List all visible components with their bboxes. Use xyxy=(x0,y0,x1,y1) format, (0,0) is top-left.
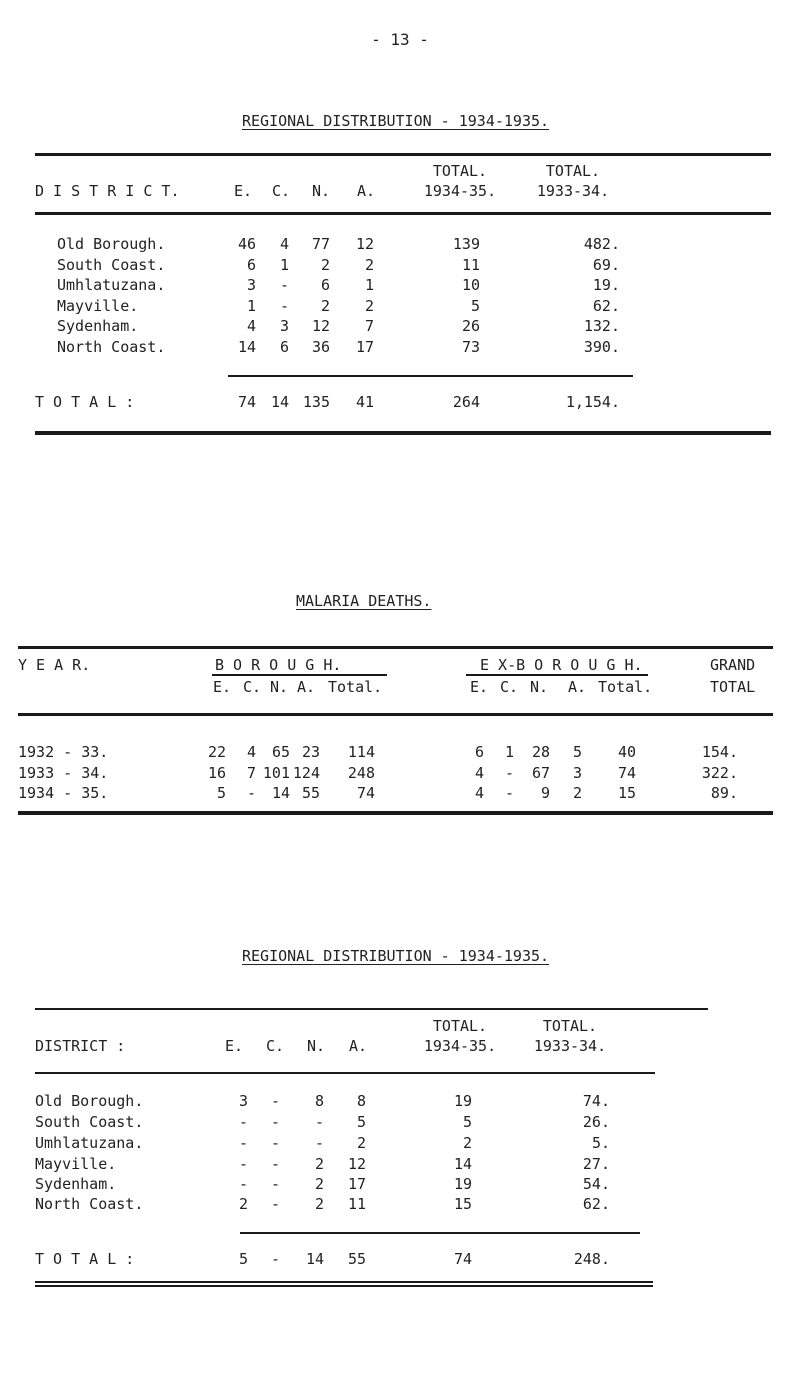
grand-total: 322. xyxy=(701,764,738,782)
total-n: 135 xyxy=(302,393,330,411)
district-name: South Coast. xyxy=(57,256,166,274)
borough-a: 55 xyxy=(301,784,320,802)
total-1934: 264 xyxy=(452,393,480,411)
year-cell: 1934 - 35. xyxy=(18,784,109,802)
cell-total-1933: 132. xyxy=(583,317,620,335)
cell-e: - xyxy=(238,1113,248,1131)
borough-header-total: Total. xyxy=(328,678,383,696)
cell-a: 17 xyxy=(355,338,374,356)
ex-borough-underline xyxy=(466,674,648,676)
ex-borough-n: 9 xyxy=(540,784,550,802)
district-name: South Coast. xyxy=(35,1113,144,1131)
ex-borough-e: 6 xyxy=(474,743,484,761)
grand-total: 89. xyxy=(710,784,738,802)
district-name: Old Borough. xyxy=(35,1092,144,1110)
table2-header-ex-borough: E X-B O R O U G H. xyxy=(480,656,643,674)
table3-header-total-1934-top: TOTAL. xyxy=(432,1017,488,1035)
cell-e: 3 xyxy=(238,1092,248,1110)
cell-c: 1 xyxy=(279,256,289,274)
borough-a: 124 xyxy=(292,764,320,782)
borough-underline xyxy=(212,674,387,676)
table2-header-rule xyxy=(18,713,773,716)
borough-c: 4 xyxy=(246,743,256,761)
cell-total-1933: 69. xyxy=(592,256,620,274)
total-c: 14 xyxy=(270,393,289,411)
cell-a: 12 xyxy=(347,1155,366,1173)
cell-a: 7 xyxy=(364,317,374,335)
borough-e: 5 xyxy=(216,784,226,802)
cell-n: 2 xyxy=(314,1155,324,1173)
cell-a: 17 xyxy=(347,1175,366,1193)
ex-borough-header-e: E. xyxy=(470,678,489,696)
cell-n: 2 xyxy=(314,1175,324,1193)
ex-borough-header-n: N. xyxy=(530,678,549,696)
table2-title: MALARIA DEATHS. xyxy=(296,592,432,610)
table3-header-district: DISTRICT : xyxy=(35,1037,126,1055)
cell-e: 6 xyxy=(246,256,256,274)
page-number: - 13 - xyxy=(371,30,429,49)
cell-n: - xyxy=(314,1113,324,1131)
district-name: Mayville. xyxy=(35,1155,117,1173)
borough-n: 101 xyxy=(262,764,290,782)
ex-borough-total: 74 xyxy=(617,764,636,782)
borough-n: 14 xyxy=(271,784,290,802)
cell-n: 12 xyxy=(311,317,330,335)
table2-header-borough: B O R O U G H. xyxy=(215,656,342,674)
cell-n: 36 xyxy=(311,338,330,356)
district-name: Sydenham. xyxy=(35,1175,117,1193)
borough-e: 22 xyxy=(207,743,226,761)
cell-total-1934: 73 xyxy=(461,338,480,356)
cell-n: 2 xyxy=(314,1195,324,1213)
cell-e: 1 xyxy=(246,297,256,315)
borough-a: 23 xyxy=(301,743,320,761)
table1-title: REGIONAL DISTRIBUTION - 1934-1935. xyxy=(242,112,550,130)
cell-a: 5 xyxy=(356,1113,366,1131)
cell-c: 4 xyxy=(279,235,289,253)
table1-bottom-rule xyxy=(35,431,771,435)
total-a: 41 xyxy=(355,393,374,411)
cell-a: 2 xyxy=(364,256,374,274)
ex-borough-header-c: C. xyxy=(500,678,519,696)
ex-borough-e: 4 xyxy=(474,784,484,802)
cell-n: 2 xyxy=(320,297,330,315)
cell-n: 77 xyxy=(311,235,330,253)
cell-total-1934: 10 xyxy=(461,276,480,294)
table1-header-c: C. xyxy=(271,182,291,200)
ex-borough-total: 40 xyxy=(617,743,636,761)
district-name: Sydenham. xyxy=(57,317,139,335)
borough-header-e: E. xyxy=(213,678,232,696)
cell-a: 1 xyxy=(364,276,374,294)
table1-header-n: N. xyxy=(311,182,331,200)
cell-n: - xyxy=(314,1134,324,1152)
table3-header-c: C. xyxy=(265,1037,285,1055)
cell-c: - xyxy=(270,1134,280,1152)
total-n: 14 xyxy=(305,1250,324,1268)
district-name: Umhlatuzana. xyxy=(35,1134,144,1152)
cell-n: 2 xyxy=(320,256,330,274)
ex-borough-a: 2 xyxy=(572,784,582,802)
cell-a: 8 xyxy=(356,1092,366,1110)
table3-bottom-rule-2 xyxy=(35,1285,653,1287)
table1-header-total-1934-top: TOTAL. xyxy=(432,162,488,180)
cell-total-1933: 74. xyxy=(582,1092,610,1110)
ex-borough-a: 3 xyxy=(572,764,582,782)
borough-c: 7 xyxy=(246,764,256,782)
cell-c: - xyxy=(279,276,289,294)
table3-header-rule xyxy=(35,1072,655,1074)
cell-total-1934: 15 xyxy=(453,1195,472,1213)
table1-header-a: A. xyxy=(356,182,376,200)
table3-header-e: E. xyxy=(224,1037,244,1055)
year-cell: 1933 - 34. xyxy=(18,764,109,782)
cell-n: 8 xyxy=(314,1092,324,1110)
cell-total-1933: 19. xyxy=(592,276,620,294)
district-name: Mayville. xyxy=(57,297,139,315)
table1-subtotal-rule xyxy=(228,375,633,377)
grand-total: 154. xyxy=(701,743,738,761)
table1-header-rule xyxy=(35,212,771,215)
ex-borough-total: 15 xyxy=(617,784,636,802)
cell-e: 2 xyxy=(238,1195,248,1213)
total-1934: 74 xyxy=(453,1250,472,1268)
cell-a: 2 xyxy=(364,297,374,315)
cell-e: 14 xyxy=(237,338,256,356)
district-name: Umhlatuzana. xyxy=(57,276,166,294)
borough-e: 16 xyxy=(207,764,226,782)
borough-total: 114 xyxy=(347,743,375,761)
cell-c: 3 xyxy=(279,317,289,335)
total-a: 55 xyxy=(347,1250,366,1268)
ex-borough-header-a: A. xyxy=(568,678,587,696)
ex-borough-n: 28 xyxy=(531,743,550,761)
cell-e: - xyxy=(238,1175,248,1193)
cell-total-1933: 62. xyxy=(582,1195,610,1213)
cell-c: - xyxy=(270,1092,280,1110)
table2-header-grand: GRAND xyxy=(710,656,756,674)
table2-header-grand-total: TOTAL xyxy=(710,678,756,696)
cell-total-1933: 5. xyxy=(591,1134,610,1152)
cell-n: 6 xyxy=(320,276,330,294)
cell-c: - xyxy=(270,1175,280,1193)
district-name: North Coast. xyxy=(57,338,166,356)
cell-total-1933: 26. xyxy=(582,1113,610,1131)
cell-total-1934: 19 xyxy=(453,1092,472,1110)
year-cell: 1932 - 33. xyxy=(18,743,109,761)
total-c: - xyxy=(270,1250,280,1268)
cell-e: 3 xyxy=(246,276,256,294)
table1-header-total-1934-bottom: 1934-35. xyxy=(423,182,497,200)
table3-header-total-1934-bottom: 1934-35. xyxy=(423,1037,497,1055)
borough-total: 74 xyxy=(356,784,375,802)
table3-header-total-1933-bottom: 1933-34. xyxy=(533,1037,607,1055)
borough-c: - xyxy=(246,784,256,802)
borough-header-a: A. xyxy=(297,678,316,696)
cell-total-1934: 5 xyxy=(462,1113,472,1131)
table2-top-rule xyxy=(18,646,773,649)
total-1933: 1,154. xyxy=(565,393,620,411)
table1-header-e: E. xyxy=(233,182,253,200)
cell-c: - xyxy=(279,297,289,315)
table3-header-a: A. xyxy=(348,1037,368,1055)
table3-subtotal-rule xyxy=(240,1232,640,1234)
table3-bottom-rule-1 xyxy=(35,1281,653,1283)
cell-a: 11 xyxy=(347,1195,366,1213)
district-name: Old Borough. xyxy=(57,235,166,253)
total-label: T O T A L : xyxy=(35,393,135,411)
cell-total-1934: 5 xyxy=(470,297,480,315)
cell-c: - xyxy=(270,1155,280,1173)
table3-header-n: N. xyxy=(306,1037,326,1055)
cell-total-1933: 27. xyxy=(582,1155,610,1173)
total-e: 74 xyxy=(237,393,256,411)
table2-header-year: Y E A R. xyxy=(18,656,91,674)
table3-title: REGIONAL DISTRIBUTION - 1934-1935. xyxy=(242,947,550,965)
cell-e: - xyxy=(238,1134,248,1152)
table3-header-total-1933-top: TOTAL. xyxy=(542,1017,598,1035)
cell-total-1933: 62. xyxy=(592,297,620,315)
cell-total-1934: 26 xyxy=(461,317,480,335)
ex-borough-e: 4 xyxy=(474,764,484,782)
cell-e: 46 xyxy=(237,235,256,253)
ex-borough-n: 67 xyxy=(531,764,550,782)
cell-e: - xyxy=(238,1155,248,1173)
cell-c: 6 xyxy=(279,338,289,356)
cell-total-1934: 14 xyxy=(453,1155,472,1173)
ex-borough-c: 1 xyxy=(504,743,514,761)
ex-borough-a: 5 xyxy=(572,743,582,761)
cell-total-1934: 139 xyxy=(452,235,480,253)
ex-borough-c: - xyxy=(504,784,514,802)
total-e: 5 xyxy=(238,1250,248,1268)
total-label: T O T A L : xyxy=(35,1250,135,1268)
district-name: North Coast. xyxy=(35,1195,144,1213)
cell-a: 12 xyxy=(355,235,374,253)
ex-borough-c: - xyxy=(504,764,514,782)
cell-e: 4 xyxy=(246,317,256,335)
cell-total-1934: 19 xyxy=(453,1175,472,1193)
table1-header-district: D I S T R I C T. xyxy=(35,182,180,200)
table1-top-rule xyxy=(35,153,771,156)
borough-n: 65 xyxy=(271,743,290,761)
total-1933: 248. xyxy=(573,1250,610,1268)
cell-c: - xyxy=(270,1195,280,1213)
cell-total-1934: 11 xyxy=(461,256,480,274)
table1-header-total-1933-top: TOTAL. xyxy=(545,162,601,180)
table2-bottom-rule xyxy=(18,811,773,815)
borough-header-c: C. xyxy=(243,678,262,696)
cell-total-1934: 2 xyxy=(462,1134,472,1152)
table3-top-rule xyxy=(35,1008,708,1010)
table1-header-total-1933-bottom: 1933-34. xyxy=(536,182,610,200)
cell-total-1933: 390. xyxy=(583,338,620,356)
cell-c: - xyxy=(270,1113,280,1131)
cell-total-1933: 482. xyxy=(583,235,620,253)
cell-a: 2 xyxy=(356,1134,366,1152)
borough-header-n: N. xyxy=(270,678,289,696)
borough-total: 248 xyxy=(347,764,375,782)
ex-borough-header-total: Total. xyxy=(598,678,653,696)
cell-total-1933: 54. xyxy=(582,1175,610,1193)
